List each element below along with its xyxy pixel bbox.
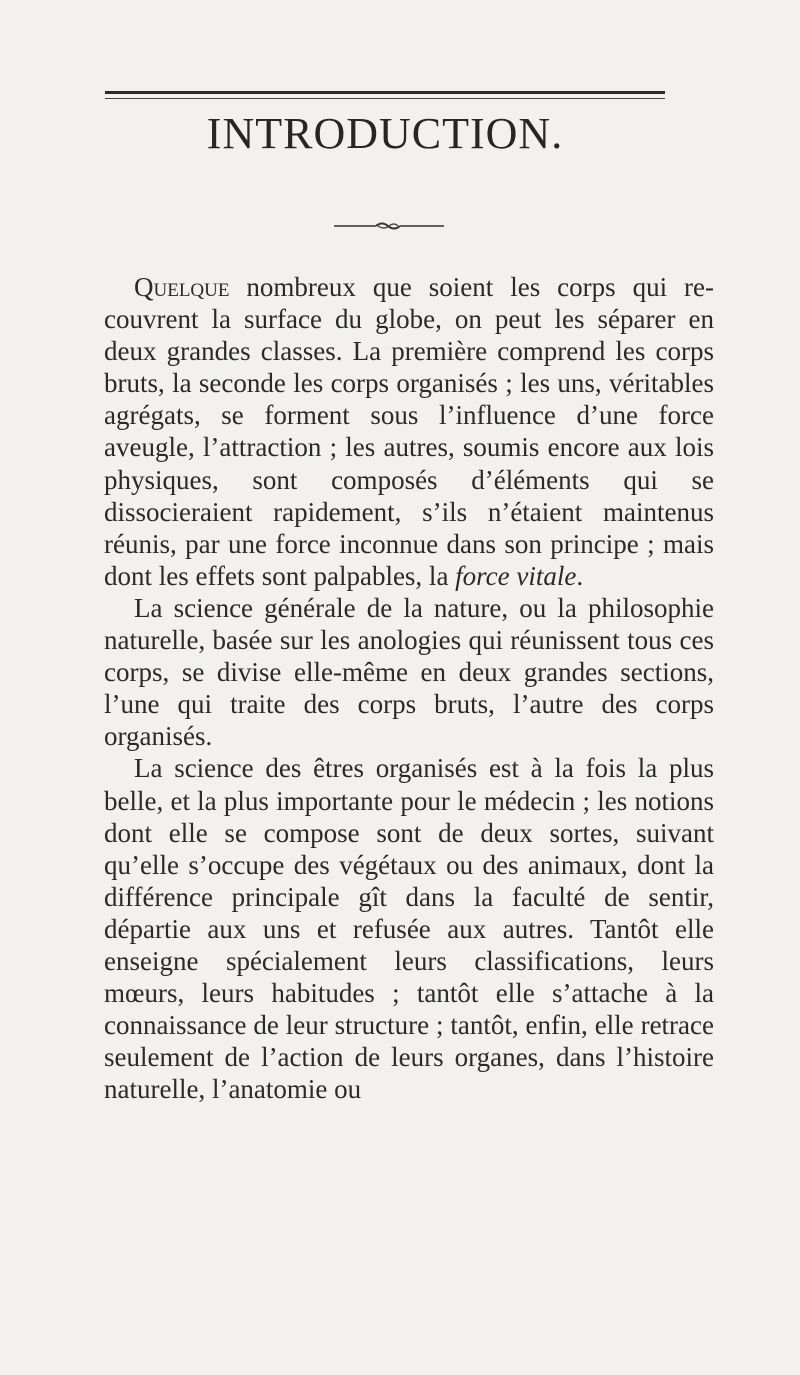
paragraph-1-end: . — [576, 560, 584, 591]
italic-term: force vitale — [455, 560, 577, 591]
ornament-divider — [334, 218, 444, 234]
body-text — [104, 271, 714, 1105]
paragraph-1 — [104, 271, 714, 592]
paragraph-3: La science des êtres organisés est à la fois la plus belle, et la plus importante pour le médecin ; les notions dont elle se compose sont de deux sortes, suivant qu’elle s’occupe des végétaux ou des animaux, dont la différence principale gît dans la faculté de sentir, départie aux uns et refusée aux autres. Tantôt elle enseigne spécialement leurs classifications, leurs mœurs, leurs habitudes ; tantôt elle s’attache à la connaissance de leur structure ; tantôt, enfin, elle retrace seulement de l’action de leurs organes, dans l’histoire naturelle, l’anatomie ou — [104, 753, 714, 1105]
page-title: INTRODUCTION. — [206, 109, 564, 158]
lead-word: Quelque — [134, 272, 230, 302]
paragraph-1-text: nombreux que soient les corps qui recouvrent la surface du globe, on peut les séparer en deux grandes classes. La première comprend les corps bruts, la seconde les corps organisés ; les uns, véritables agrégats, se forment sous l’influence d’une force aveugle, l’attraction ; les autres, soumis encore aux lois physiques, sont composés d’éléments qui se dissocieraient rapidement, s’ils n’étaient maintenus réunis, par une force inconnue dans son principe ; mais dont les effets sont palpables, la — [104, 272, 714, 591]
header-rule-thin — [105, 98, 665, 99]
header-rule-thick — [105, 91, 665, 94]
paragraph-2: La science générale de la nature, ou la philosophie naturelle, basée sur les anologies qui réunissent tous ces corps, se divise elle-même en deux grandes sections, l’une qui traite des corps bruts, l’autre des corps organisés. — [104, 592, 714, 752]
header-rule — [105, 91, 665, 101]
